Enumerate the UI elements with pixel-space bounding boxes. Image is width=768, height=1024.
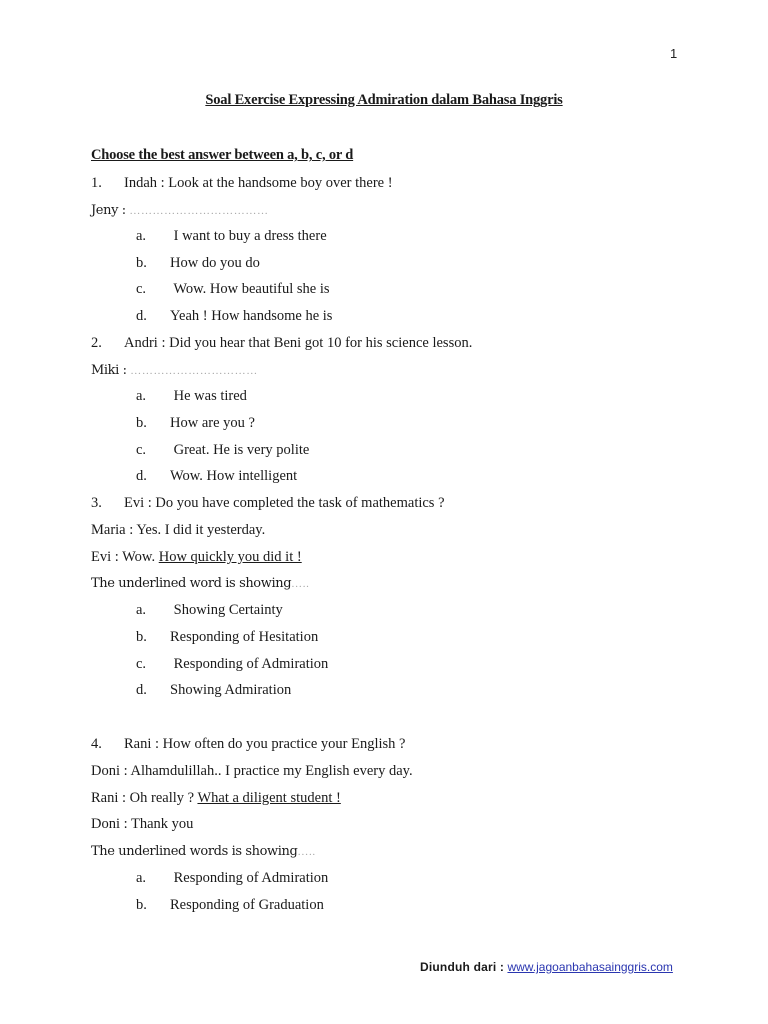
option-text: Yeah ! How handsome he is [170,308,333,324]
option-4b [136,896,324,914]
prompt-text: Rani : How often do you practice your English ? [124,736,406,752]
option-text: Showing Certainty [170,602,283,618]
option-letter: a. [136,602,147,618]
reply-label: Jeny : [91,203,126,218]
prompt-text: Indah : Look at the handsome boy over there ! [124,175,393,191]
reply-label: Miki : [91,363,127,378]
question-3-dialog-2 [91,548,302,566]
question-number: 1. [91,175,102,191]
document-title: Soal Exercise Expressing Admiration dalam Bahasa Inggris [205,92,563,108]
underlined-expression: How quickly you did it ! [158,549,302,565]
option-letter: c. [136,442,147,458]
source-link[interactable]: www.jagoanbahasainggris.com [507,960,673,974]
question-3-dialog-1 [91,521,265,539]
question-number: 3. [91,495,102,511]
option-text: He was tired [170,388,247,404]
option-letter: b. [136,415,147,431]
question-2-prompt [91,334,472,352]
option-3c [136,655,328,673]
option-letter: d. [136,682,147,698]
question-1-reply [91,201,269,220]
option-text: Responding of Admiration [170,870,329,886]
option-1c [136,280,330,298]
dialog-text: Doni : Thank you [91,816,194,832]
prompt-text: Evi : Do you have completed the task of mathematics ? [124,495,445,511]
question-4-dialog-3 [91,815,193,833]
prompt-text: Andri : Did you hear that Beni got 10 for his science lesson. [124,335,473,351]
answer-blank: …………………………… [130,365,258,377]
dialog-text: Evi : Wow. [91,549,159,565]
option-letter: d. [136,308,147,324]
page-number: 1 [670,46,678,61]
option-text: How are you ? [170,415,255,431]
option-text: Wow. How intelligent [170,468,298,484]
option-letter: b. [136,897,147,913]
dialog-text: Maria : Yes. I did it yesterday. [91,522,266,538]
option-letter: c. [136,656,147,672]
option-3d [136,681,291,699]
option-text: Responding of Hesitation [170,629,319,645]
option-letter: a. [136,388,147,404]
dialog-text: Rani : Oh really ? [91,790,198,806]
question-4-prompt [91,735,405,753]
footer-label: Diunduh dari : [420,960,505,974]
option-2b [136,414,255,432]
option-1a [136,227,327,245]
question-1-prompt [91,174,393,192]
question-4-dialog-1 [91,762,413,780]
option-text: Showing Admiration [170,682,292,698]
option-letter: b. [136,629,147,645]
question-3-question [91,574,309,593]
option-text: Responding of Graduation [170,897,324,913]
option-letter: b. [136,255,147,271]
answer-blank: ….. [297,846,316,858]
option-3b [136,628,318,646]
option-letter: c. [136,281,147,297]
option-text: Great. He is very polite [170,442,310,458]
option-2d [136,467,297,485]
option-letter: a. [136,228,147,244]
question-label: The underlined word is showing [91,576,292,591]
instructions-heading: Choose the best answer between a, b, c, or d [91,147,354,163]
option-text: I want to buy a dress there [170,228,327,244]
option-text: Responding of Admiration [170,656,329,672]
option-4a [136,869,328,887]
option-2c [136,441,309,459]
underlined-expression: What a diligent student ! [197,790,341,806]
option-text: How do you do [170,255,260,271]
option-letter: d. [136,468,147,484]
footer [420,960,673,974]
dialog-text: Doni : Alhamdulillah.. I practice my English every day. [91,763,413,779]
question-3-prompt [91,494,445,512]
question-2-reply [91,361,258,380]
question-4-dialog-2 [91,789,341,807]
answer-blank: ….. [291,578,310,590]
option-3a [136,601,283,619]
question-number: 4. [91,736,102,752]
answer-blank: ……………………………… [129,205,269,217]
option-letter: a. [136,870,147,886]
question-4-question [91,842,316,861]
option-1d [136,307,332,325]
question-label: The underlined words is showing [91,844,298,859]
option-2a [136,387,247,405]
option-text: Wow. How beautiful she is [170,281,330,297]
option-1b [136,254,260,272]
question-number: 2. [91,335,102,351]
